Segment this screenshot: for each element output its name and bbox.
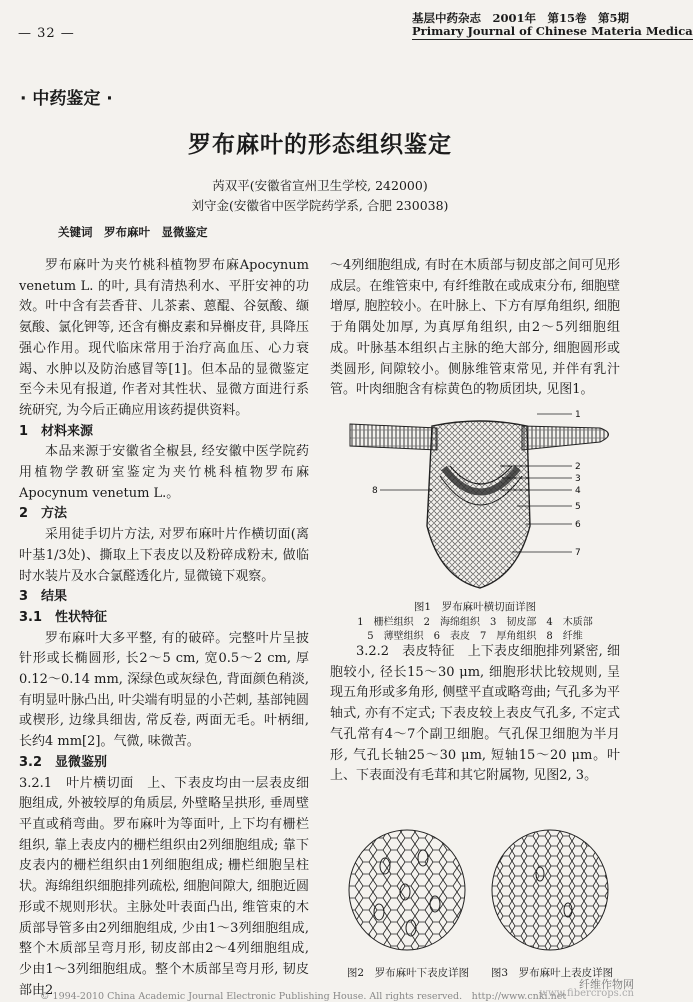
fig1-label-1: 1 bbox=[575, 410, 581, 420]
fig1-label-5: 5 bbox=[575, 502, 581, 512]
journal-name-cn: 基层中药杂志 2001年 第15卷 第5期 bbox=[412, 11, 630, 25]
paragraph-intro: 罗布麻叶为夹竹桃科植物罗布麻Apocynum venetum L. 的叶, 具有清热利水、平肝安神的功效。叶中含有芸香苷、儿茶素、蒽醌、谷氨酸、缬氨酸、氯化钾等, 还含有槲皮素和异槲皮苷, 具降压强心作用。现代临床常用于治疗高血压、心力衰竭、水肿以及防治感冒等[1]。但本品的显微鉴定至今未见有报道, 作者对其性状、显微方面进行系统研究, 为今后正确应用该药提供资料。 bbox=[19, 258, 309, 418]
heading-materials: 1 材料来源 bbox=[19, 423, 94, 439]
right-column-bottom bbox=[330, 642, 620, 787]
fig1-label-3: 3 bbox=[575, 474, 581, 484]
watermark-text: 纤维作物网 bbox=[579, 978, 634, 991]
journal-name-en: Primary Journal of Chinese Materia Medica bbox=[412, 24, 693, 38]
copyright-footer: © 1994-2010 China Academic Journal Electronic Publishing House. All rights reserved. http://www.cnki.net bbox=[40, 991, 567, 1002]
paragraph-epidermis: 3.2.2 表皮特征 上下表皮细胞排列紧密, 细胞较小, 径长15～30 μm, 细胞形状比较规则, 呈现五角形或多角形, 侧壁平直或略弯曲; 气孔多为平轴式, 亦有不定式; 下表皮较上表皮气孔多, 不定式气孔常有4～7个副卫细胞。气孔保卫细胞为半月形, 气孔长轴25～30 μm, 短轴15～20 μm。叶上、下表面没有毛茸和其它附属物, 见图2, 3。 bbox=[330, 644, 620, 784]
heading-microscopy: 3.2 显微鉴别 bbox=[19, 754, 108, 770]
figure-1-legend-1: 1 栅栏组织 2 海绵组织 3 韧皮部 4 木质部 bbox=[357, 617, 593, 628]
keywords: 关键词 罗布麻叶 显微鉴定 bbox=[58, 225, 208, 239]
figure-1-cross-section bbox=[332, 406, 622, 606]
fig1-label-8: 8 bbox=[372, 486, 378, 496]
paragraph-materials: 本品来源于安徽省全椒县, 经安徽中医学院药用植物学教研室鉴定为夹竹桃科植物罗布麻Apocynum venetum L.。 bbox=[19, 444, 309, 501]
figure-1-legend-2: 5 薄壁组织 6 表皮 7 厚角组织 8 纤维 bbox=[367, 631, 583, 642]
figure-3-caption: 图3 罗布麻叶上表皮详图 bbox=[490, 967, 614, 979]
fig1-label-2: 2 bbox=[575, 462, 581, 472]
heading-methods: 2 方法 bbox=[19, 506, 68, 522]
author-1: 芮双平(安徽省宣州卫生学校, 242000) bbox=[212, 178, 428, 193]
paragraph-methods: 采用徒手切片方法, 对罗布麻叶片作横切面(离叶基1/3处)、撕取上下表皮以及粉碎成粉末, 做临时水装片及水合氯醛透化片, 显微镜下观察。 bbox=[19, 527, 309, 584]
fig1-label-6: 6 bbox=[575, 520, 581, 530]
right-column-top bbox=[330, 256, 620, 401]
author-2: 刘守金(安徽省中医学院药学系, 合肥 230038) bbox=[191, 198, 449, 213]
fig1-label-4: 4 bbox=[575, 486, 581, 496]
paragraph-continued: ～4列细胞组成, 有时在木质部与韧皮部之间可见形成层。在维管束中, 有纤维散在或成束分布, 细胞壁增厚, 胞腔较小。在叶脉上、下方有厚角组织, 细胞于角隅处加厚, 为真厚角组织, 由2～5列细胞组成。叶脉基本组织占主脉的绝大部分, 细胞圆形或类圆形, 间隙较小。侧脉维管束常见, 并伴有乳汁管。叶肉细胞含有棕黄色的物质团块, 见图1。 bbox=[330, 258, 620, 398]
watermark-url: www.fibercrops.cn bbox=[539, 988, 634, 999]
article-title: 罗布麻叶的形态组织鉴定 bbox=[188, 131, 452, 158]
fig1-label-7: 7 bbox=[575, 548, 581, 558]
page-number: — 32 — bbox=[18, 26, 75, 41]
figure-2-caption: 图2 罗布麻叶下表皮详图 bbox=[346, 967, 470, 979]
figure-2-lower-epidermis bbox=[345, 826, 470, 954]
section-tag: · 中药鉴定 · bbox=[20, 89, 113, 109]
heading-results: 3 结果 bbox=[19, 589, 68, 605]
figure-1-caption: 图1 罗布麻叶横切面详图 bbox=[413, 601, 537, 613]
paragraph-characters: 罗布麻叶大多平整, 有的破碎。完整叶片呈披针形或长椭圆形, 长2～5 cm, 宽0.5～2 cm, 厚0.12～0.14 mm, 深绿色或灰绿色, 背面颜色稍淡, 有明显叶脉凸出, 叶尖端有明显的小芒刺, 基部钝圆或楔形, 边缘具细齿, 常反卷, 两面无毛。叶柄细, 长约4 mm[2]。气微, 味微苦。 bbox=[19, 630, 309, 750]
paragraph-cross-section: 3.2.1 叶片横切面 上、下表皮均由一层表皮细胞组成, 外被较厚的角质层, 外壁略呈拱形, 垂周壁平直或稍弯曲。罗布麻叶为等面叶, 上下均有栅栏组织, 靠上表皮内的栅栏组织由2列细胞组成; 靠下皮表内的栅栏组织由1列细胞组成; 栅栏细胞呈柱状。海绵组织细胞排列疏松, 细胞间隙大, 细胞近圆形或不规则形状。主脉处叶表面凸出, 维管束的木质部导管多由2列细胞组成, 少由1～3列细胞组成, 整个木质部呈弯月形, 韧皮部由2～4列细胞组成, 少由1～3列细胞组成。整个木质部呈弯月形, 韧皮部由2 bbox=[19, 775, 309, 998]
figure-3-upper-epidermis bbox=[488, 826, 613, 954]
heading-characters: 3.1 性状特征 bbox=[19, 609, 108, 625]
left-column bbox=[19, 256, 309, 1001]
